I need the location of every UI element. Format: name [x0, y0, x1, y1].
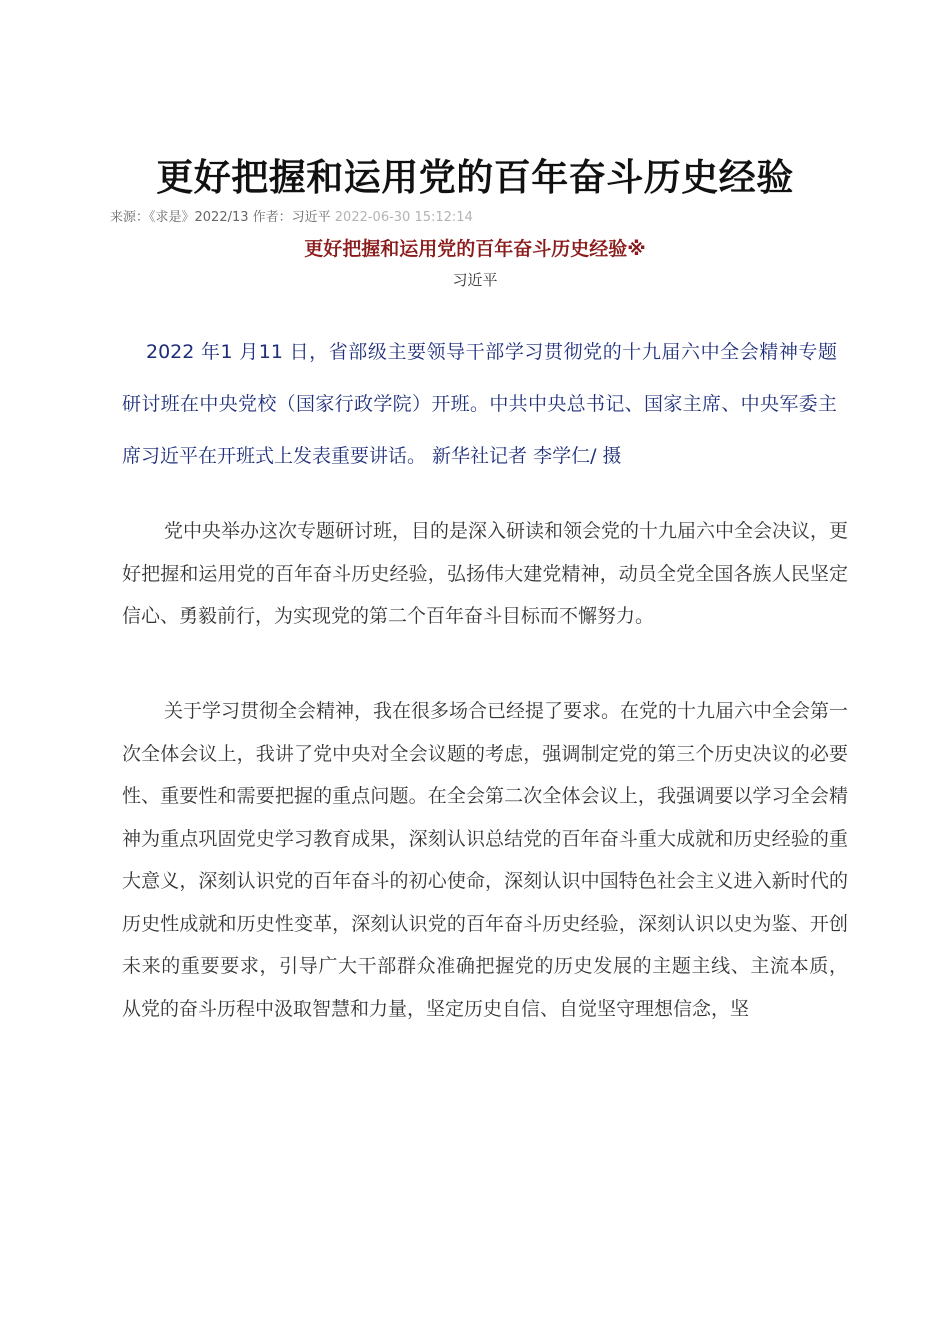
body-paragraph: 党中央举办这次专题研讨班，目的是深入研读和领会党的十九届六中全会决议，更好把握和运用党的百年奋斗历史经验，弘扬伟大建党精神，动员全党全国各族人民坚定信心、勇毅前行，为实现党的第二个百年奋斗目标而不懈努力。 [122, 520, 849, 627]
meta-source: 来源：《求是》2022/13 作者：习近平 [110, 210, 331, 225]
body-paragraph: 关于学习贯彻全会精神，我在很多场合已经提了要求。在党的十九届六中全会第一次全体会议上，我讲了党中央对全会议题的考虑，强调制定党的第三个历史决议的必要性、重要性和需要把握的重点问题。在全会第二次全体会议上，我强调要以学习全会精神为重点巩固党史学习教育成果，深刻认识总结党的百年奋斗重大成就和历史经验的重大意义，深刻认识党的百年奋斗的初心使命，深刻认识中国特色社会主义进入新时代的历史性成就和历史性变革，深刻认识党的百年奋斗历史经验，深刻认识以史为鉴、开创未来的重要要求，引导广大干部群众准确把握党的历史发展的主题主线、主流本质， 从党的奋斗历程中汲取智慧和力量，坚定历史自信、自觉坚守理想信念，坚 [122, 700, 849, 1020]
meta-date: 2022-06-30 15:12:14 [334, 210, 473, 225]
article-meta [110, 208, 473, 228]
article-subtitle: 更好把握和运用党的百年奋斗历史经验※ [304, 238, 646, 260]
photo-caption: 2022 年1 月11 日，省部级主要领导干部学习贯彻党的十九届六中全会精神专题研讨班在中央党校（国家行政学院）开班。中共中央总书记、国家主席、中央军委主席习近平在开班式上发表重要讲话。 新华社记者 李学仁/ 摄 [122, 341, 837, 467]
page-title: 更好把握和运用党的百年奋斗历史经验 [156, 156, 794, 199]
article-author: 习近平 [452, 271, 498, 289]
